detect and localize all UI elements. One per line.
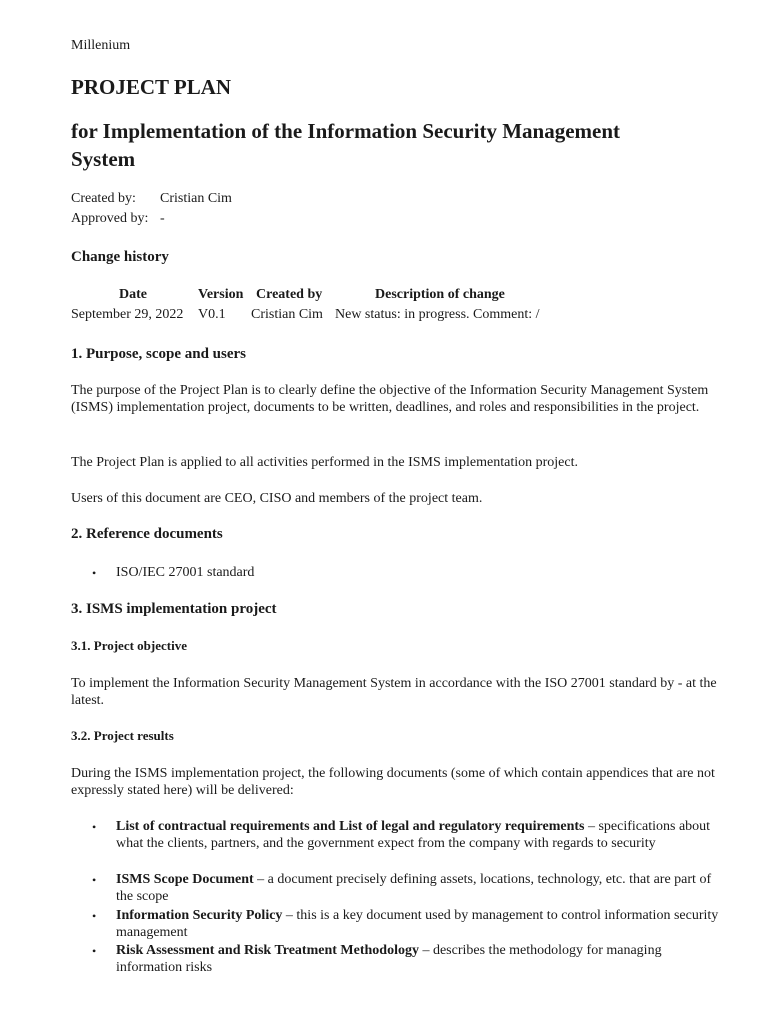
list-item	[116, 942, 726, 976]
change-history-heading: Change history	[71, 249, 169, 265]
section3-heading: 3. ISMS implementation project	[71, 601, 277, 617]
created-by-label: Created by:	[71, 191, 136, 206]
section1-paragraph-2: The Project Plan is applied to all activities performed in the ISMS implementation project.	[71, 455, 578, 470]
document-subtitle-line2: System	[71, 147, 136, 171]
list-item-description: – a document precisely defining assets, locations, technology, etc. that are part of the scope	[116, 872, 712, 904]
approved-by-value: -	[160, 211, 165, 226]
table-cell-description: New status: in progress. Comment: /	[335, 307, 540, 322]
created-by-value: Cristian Cim	[160, 191, 232, 206]
list-item	[116, 907, 726, 941]
list-item-title: Information Security Policy	[116, 908, 283, 923]
document-subtitle-line1: for Implementation of the Information Security Management	[71, 119, 621, 143]
table-cell-created-by: Cristian Cim	[251, 307, 323, 322]
bullet-icon: •	[92, 566, 97, 580]
list-item-title: ISMS Scope Document	[116, 872, 254, 887]
bullet-icon: •	[92, 944, 97, 958]
bullet-icon: •	[92, 909, 97, 923]
section2-heading: 2. Reference documents	[71, 526, 223, 542]
table-cell-version: V0.1	[198, 307, 226, 322]
list-item-title: List of contractual requirements and List of legal and regulatory requirements	[116, 819, 585, 834]
bullet-icon: •	[92, 820, 97, 834]
list-item-title: Risk Assessment and Risk Treatment Methodology	[116, 943, 419, 958]
reference-list-item: ISO/IEC 27001 standard	[116, 565, 255, 580]
table-header-description: Description of change	[375, 287, 505, 302]
list-item	[116, 818, 726, 852]
section3-2-heading: 3.2. Project results	[71, 728, 174, 743]
section1-heading: 1. Purpose, scope and users	[71, 346, 247, 362]
company-name: Millenium	[71, 38, 131, 53]
list-item	[116, 871, 726, 905]
section3-2-paragraph: During the ISMS implementation project, the following documents (some of which contain appendices that are not expressly stated here) will be delivered:	[71, 766, 715, 798]
table-header-date: Date	[119, 287, 147, 302]
table-header-version: Version	[198, 287, 244, 302]
section3-1-heading: 3.1. Project objective	[71, 638, 187, 653]
table-header-created-by: Created by	[256, 287, 323, 302]
section1-paragraph-1: The purpose of the Project Plan is to clearly define the objective of the Information Security Management System (ISMS) implementation project, documents to be written, deadlines, and roles and responsibilities in the project.	[71, 383, 709, 415]
bullet-icon: •	[92, 873, 97, 887]
list-item-description: – describes the methodology for managing information risks	[116, 943, 662, 975]
list-item-description: – specifications about what the clients, partners, and the government expect from the company with regards to security	[116, 819, 711, 851]
section1-paragraph-3: Users of this document are CEO, CISO and members of the project team.	[71, 491, 483, 506]
document-title: PROJECT PLAN	[71, 75, 232, 99]
list-item-description: – this is a key document used by management to control information security management	[116, 908, 719, 940]
section3-1-paragraph: To implement the Information Security Management System in accordance with the ISO 27001 standard by - at the latest.	[71, 676, 717, 708]
table-cell-date: September 29, 2022	[71, 307, 184, 322]
approved-by-label: Approved by:	[71, 211, 149, 226]
